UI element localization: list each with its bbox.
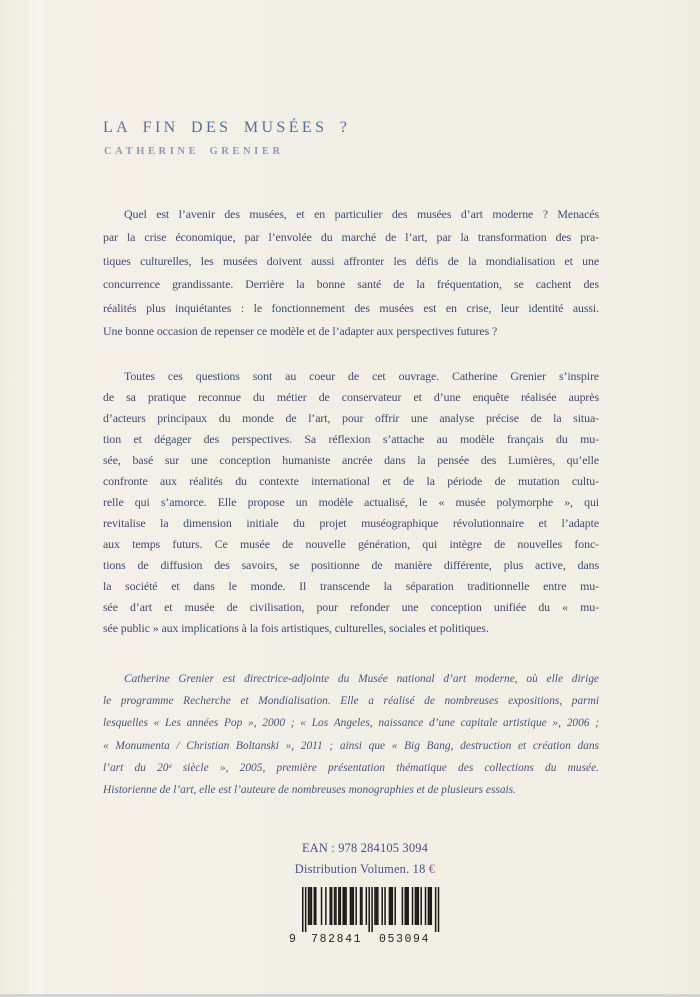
barcode-bar bbox=[425, 887, 427, 925]
barcode-bar bbox=[368, 887, 370, 932]
text-line: la société et dans le monde. Il transcende la séparation traditionnelle entre mu- bbox=[103, 579, 599, 593]
barcode-bar bbox=[415, 887, 417, 925]
text-line: « Monumenta / Christian Boltanski », 2011 ; ainsi que « Big Bang, destruction et création dans bbox=[103, 739, 599, 752]
text-line: tiques culturelles, les musées doivent aussi affronter les défis de la mondialisation et une bbox=[103, 253, 599, 268]
barcode-bar bbox=[392, 887, 394, 925]
barcode-bar bbox=[412, 887, 414, 925]
text-line: confronte aux réalités du contexte international et de la période de mutation cultu- bbox=[103, 474, 599, 488]
text-line: sée, basé sur une conception humaniste ancrée dans la pensée des Lumières, qu’elle bbox=[103, 453, 599, 467]
barcode-bar bbox=[374, 887, 376, 925]
barcode-bar bbox=[431, 887, 433, 925]
text-line: l’art du 20ᵉ siècle », 2005, première présentation thématique des collections du musée. bbox=[103, 761, 599, 774]
barcode-bar bbox=[344, 887, 346, 925]
title-block bbox=[103, 119, 350, 157]
barcode-bar bbox=[335, 887, 337, 925]
euro-currency-sign: € bbox=[428, 862, 436, 876]
text-line: par la crise économique, par l’envolée du marché de l’art, par la transformation des pra- bbox=[103, 230, 599, 245]
barcode-bar bbox=[305, 887, 307, 932]
text-line: sée d’art et musée de civilisation, pour refonder une conception unifiée du « mu- bbox=[103, 600, 599, 614]
barcode-bar bbox=[428, 887, 430, 925]
barcode-bar bbox=[390, 887, 392, 925]
ean-code-line: EAN : 978 284105 3094 bbox=[301, 841, 429, 855]
barcode-bar bbox=[350, 887, 352, 925]
barcode-bar bbox=[416, 887, 418, 925]
barcode-bar bbox=[302, 887, 304, 932]
barcode-bar bbox=[371, 887, 373, 932]
barcode-bar bbox=[361, 887, 363, 925]
book-author: CATHERINE GRENIER bbox=[104, 146, 284, 157]
barcode-bar bbox=[376, 887, 378, 925]
barcode-bar bbox=[309, 887, 311, 925]
text-line: sée public » aux implications à la fois artistiques, culturelles, sociales et politiques. bbox=[103, 621, 489, 635]
text-line: revitalise la dimension initiale du projet muséographique révolutionnaire et l’adapte bbox=[103, 516, 599, 530]
text-line: Historienne de l’art, elle est l’auteure de nombreuses monographies et de plusieurs essais. bbox=[103, 784, 516, 797]
barcode-bar bbox=[420, 887, 422, 925]
text-line: tions de diffusion des savoirs, se positionne de manière différente, plus active, dans bbox=[103, 558, 599, 572]
text-line: lesquelles « Les années Pop », 2000 ; « Los Angeles, naissance d’une capitale artistique », 2006 ; bbox=[103, 717, 599, 730]
barcode-digits-group1: 782841 bbox=[311, 933, 363, 946]
barcode-bar bbox=[331, 887, 333, 925]
barcode-bar bbox=[402, 887, 404, 925]
barcode-bar bbox=[407, 887, 409, 925]
text-line: Catherine Grenier est directrice-adjointe du Musée national d’art moderne, où elle dirige bbox=[124, 673, 599, 685]
barcode-bar bbox=[311, 887, 313, 925]
text-line: relle qui s’amorce. Elle propose un modèle actualisé, le « musée polymorphe », qui bbox=[103, 495, 599, 509]
book-title: LA FIN DES MUSÉES ? bbox=[103, 119, 351, 136]
barcode-svg bbox=[288, 887, 442, 946]
text-line: aux temps futurs. Ce musée de nouvelle génération, qui intègre de nouvelles fonc- bbox=[103, 537, 599, 551]
barcode-bar bbox=[381, 887, 383, 925]
barcode-bar bbox=[308, 887, 310, 925]
footer-block bbox=[0, 838, 700, 948]
barcode-bar bbox=[435, 887, 437, 932]
barcode-bar bbox=[329, 887, 331, 925]
barcode-bar bbox=[384, 887, 386, 925]
barcode-wrap bbox=[30, 887, 700, 948]
barcode-bar bbox=[315, 887, 317, 925]
text-line: concurrence grandissante. Derrière la bonne santé de la fréquentation, se cachent des bbox=[103, 277, 599, 292]
barcode-bar bbox=[321, 887, 323, 925]
barcode-bar bbox=[334, 887, 336, 925]
text-line: d’acteurs principaux du monde de l’art, pour offrir une analyse précise de la situa- bbox=[103, 411, 599, 425]
distribution-line bbox=[30, 859, 700, 880]
text-line: Quel est l’avenir des musées, et en particulier des musées d’art moderne ? Menacés bbox=[124, 207, 599, 221]
barcode-bar bbox=[353, 887, 355, 925]
barcode-bar bbox=[406, 887, 408, 925]
barcode-bar bbox=[351, 887, 353, 925]
synopsis-paragraph-2 bbox=[103, 366, 599, 639]
barcode-bar bbox=[355, 887, 357, 925]
barcode-bar bbox=[405, 887, 407, 925]
barcode-digit-leading: 9 bbox=[289, 933, 298, 946]
barcode-bar bbox=[360, 887, 362, 925]
barcode-bar bbox=[429, 887, 431, 925]
barcode-bar bbox=[338, 887, 340, 925]
barcode-bar bbox=[342, 887, 344, 925]
barcode-bar bbox=[389, 887, 391, 925]
author-bio-paragraph bbox=[103, 668, 599, 801]
text-line: réalités plus inquiétantes : le fonctionnement des musées est en crise, leur identité aussi. bbox=[103, 300, 599, 315]
barcode-bar bbox=[366, 887, 368, 925]
synopsis-paragraph-1 bbox=[103, 203, 599, 343]
barcode-bar bbox=[345, 887, 347, 925]
text-line: Une bonne occasion de repenser ce modèle et de l’adapter aux perspectives futures ? bbox=[103, 324, 498, 339]
barcode-bar bbox=[340, 887, 342, 925]
barcode-bar bbox=[418, 887, 420, 925]
barcode-bar bbox=[325, 887, 327, 925]
barcode-bar bbox=[314, 887, 316, 925]
barcode-bar bbox=[377, 887, 379, 925]
text-line: Toutes ces questions sont au coeur de cet ouvrage. Catherine Grenier s’inspire bbox=[124, 369, 599, 383]
text-line: de sa pratique reconnue du métier de conservateur et d’une enquête réalisée auprès bbox=[103, 390, 599, 404]
barcode-digits-group2: 053094 bbox=[378, 933, 431, 946]
text-line: le programme Recherche et Mondialisation. Elle a réalisé de nombreuses expositions, parmi bbox=[103, 695, 599, 708]
barcode-bar bbox=[438, 887, 440, 932]
distribution-label: Distribution Volumen. 18 bbox=[294, 862, 426, 876]
text-line: tion et dégager des perspectives. Sa réflexion s’attache au modèle français du mu- bbox=[103, 432, 599, 446]
barcode-bar bbox=[394, 887, 396, 925]
